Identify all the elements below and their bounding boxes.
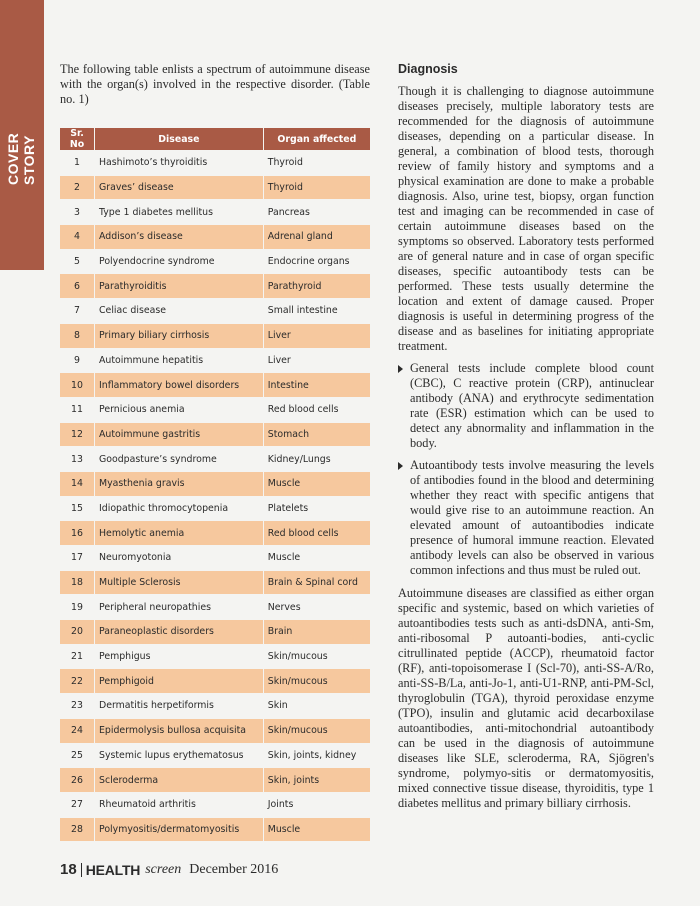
cell-sr-no: 7 xyxy=(60,299,95,324)
table-row xyxy=(60,225,370,250)
cell-sr-no: 19 xyxy=(60,595,95,620)
cell-organ: Liver xyxy=(263,348,370,373)
cell-disease: Autoimmune hepatitis xyxy=(95,348,264,373)
table-row xyxy=(60,669,370,694)
cell-sr-no: 4 xyxy=(60,225,95,250)
triangle-bullet-icon xyxy=(398,365,403,373)
cell-sr-no: 10 xyxy=(60,373,95,398)
cell-organ: Muscle xyxy=(263,546,370,571)
bullet-item xyxy=(398,458,654,578)
cell-sr-no: 16 xyxy=(60,521,95,546)
table-row xyxy=(60,274,370,299)
classification-paragraph: Autoimmune diseases are classified as either organ specific and systemic, based on which varieties of autoantibodies tests such as anti-dsDNA, anti-Sm, anti-ribosomal P autoanti-bodies, anti-cyclic citrullinated peptide (ACCP), rheumatoid factor (RF), anti-topoisomerase I (Scl-70), anti-SS-A/Ro, anti-SS-B/La, anti-Jo-1, anti-U1-RNP, anti-PM-Scl, thyroglobulin (TGA), thyroid peroxidase enzyme (TPO), insulin and glutamic acid decarboxilase autoantibodies, anti-mitochondrial autoantibody can be used in the diagnosis of autoimmune diseases like SLE, scleroderma, RA, Sjögren's syndrome, polymyo-sitis or dermatomyositis, mixed connective tissue disease, thyroiditis, type 1 diabetes mellitus and primary billiary cirrhosis. xyxy=(398,586,654,810)
cell-disease: Dermatitis herpetiformis xyxy=(95,694,264,719)
cell-sr-no: 23 xyxy=(60,694,95,719)
cell-organ: Red blood cells xyxy=(263,397,370,422)
cell-sr-no: 2 xyxy=(60,175,95,200)
header-sr-no: Sr. No xyxy=(60,128,95,151)
table-intro: The following table enlists a spectrum of autoimmune disease with the organ(s) involved in the respective disorder. (Table no. 1) xyxy=(60,62,370,106)
cell-sr-no: 14 xyxy=(60,471,95,496)
cell-organ: Kidney/Lungs xyxy=(263,447,370,472)
cell-sr-no: 3 xyxy=(60,200,95,225)
table-body xyxy=(60,151,370,842)
cell-disease: Graves’ disease xyxy=(95,175,264,200)
footer-divider xyxy=(81,863,82,877)
table-row xyxy=(60,200,370,225)
cell-organ: Joints xyxy=(263,792,370,817)
page-footer xyxy=(60,861,278,878)
cell-organ: Platelets xyxy=(263,496,370,521)
bullet-item xyxy=(398,361,654,451)
table-row xyxy=(60,422,370,447)
cell-disease: Goodpasture’s syndrome xyxy=(95,447,264,472)
cell-disease: Parathyroiditis xyxy=(95,274,264,299)
disease-table xyxy=(60,128,370,841)
table-row xyxy=(60,249,370,274)
cell-organ: Small intestine xyxy=(263,299,370,324)
cell-sr-no: 1 xyxy=(60,151,95,176)
table-row xyxy=(60,694,370,719)
table-row xyxy=(60,151,370,176)
right-column xyxy=(398,62,654,811)
cell-sr-no: 5 xyxy=(60,249,95,274)
table-row xyxy=(60,373,370,398)
cell-organ: Stomach xyxy=(263,422,370,447)
cell-organ: Skin/mucous xyxy=(263,669,370,694)
cell-sr-no: 9 xyxy=(60,348,95,373)
table-header-row xyxy=(60,128,370,151)
cell-disease: Myasthenia gravis xyxy=(95,471,264,496)
cell-disease: Primary biliary cirrhosis xyxy=(95,323,264,348)
cell-sr-no: 20 xyxy=(60,620,95,645)
cell-sr-no: 24 xyxy=(60,718,95,743)
table-row xyxy=(60,546,370,571)
table-row xyxy=(60,521,370,546)
cell-organ: Brain xyxy=(263,620,370,645)
cell-disease: Pemphigoid xyxy=(95,669,264,694)
cell-organ: Endocrine organs xyxy=(263,249,370,274)
table-row xyxy=(60,817,370,841)
table-row xyxy=(60,299,370,324)
cell-organ: Muscle xyxy=(263,817,370,841)
cell-disease: Multiple Sclerosis xyxy=(95,570,264,595)
cell-disease: Polymyositis/dermatomyositis xyxy=(95,817,264,841)
table-row xyxy=(60,595,370,620)
issue-date: December 2016 xyxy=(189,861,279,877)
table-row xyxy=(60,397,370,422)
magazine-name-italic: screen xyxy=(145,861,182,877)
section-heading: Diagnosis xyxy=(398,62,458,76)
cell-organ: Thyroid xyxy=(263,175,370,200)
cell-organ: Parathyroid xyxy=(263,274,370,299)
table-row xyxy=(60,348,370,373)
cell-organ: Muscle xyxy=(263,471,370,496)
cell-organ: Adrenal gland xyxy=(263,225,370,250)
cell-sr-no: 8 xyxy=(60,323,95,348)
table-row xyxy=(60,792,370,817)
triangle-bullet-icon xyxy=(398,462,403,470)
diagnosis-paragraph: Though it is challenging to diagnose autoimmune diseases precisely, multiple laboratory tests are recommended for the diagnosis of autoimmune diseases, depending on a particular disease. In general, a combination of blood tests, thorough review of family history and symptoms and a physical examination are done to make a probable diagnosis. Also, urine test, biopsy, organ function test and imaging can be recommended in case of certain autoimmune diseases based on the symptoms so observed. Laboratory tests performed are of general nature and in case of organ specific diseases, specific autoantibody tests can be performed. These tests usually determine the location and extent of damage caused. Proper diagnosis is useful in determining progress of the disease and as baselines for initiating appropriate treatment. xyxy=(398,84,654,353)
cell-disease: Scleroderma xyxy=(95,768,264,793)
cell-organ: Skin xyxy=(263,694,370,719)
cell-sr-no: 26 xyxy=(60,768,95,793)
cell-organ: Brain & Spinal cord xyxy=(263,570,370,595)
cell-sr-no: 27 xyxy=(60,792,95,817)
page-number: 18 xyxy=(60,861,77,878)
cell-organ: Skin, joints, kidney xyxy=(263,743,370,768)
bullet-text: Autoantibody tests involve measuring the levels of antibodies found in the blood and determining whether they react with specific antigens that would give rise to an autoimmune reaction. An elevated amount of autoantibodies indicate presence of humoral immune reaction. Elevated antibody levels can also be observed in various common infections and thus must be ruled out. xyxy=(410,458,654,577)
table-row xyxy=(60,570,370,595)
cell-sr-no: 6 xyxy=(60,274,95,299)
table-row xyxy=(60,718,370,743)
cell-disease: Polyendocrine syndrome xyxy=(95,249,264,274)
cell-sr-no: 15 xyxy=(60,496,95,521)
table-row xyxy=(60,620,370,645)
section-label: COVER STORY xyxy=(5,132,37,185)
cell-sr-no: 22 xyxy=(60,669,95,694)
cell-disease: Rheumatoid arthritis xyxy=(95,792,264,817)
cell-organ: Skin, joints xyxy=(263,768,370,793)
cell-disease: Inflammatory bowel disorders xyxy=(95,373,264,398)
table-row xyxy=(60,447,370,472)
cell-sr-no: 11 xyxy=(60,397,95,422)
table-row xyxy=(60,743,370,768)
header-organ: Organ affected xyxy=(263,128,370,151)
cell-organ: Skin/mucous xyxy=(263,718,370,743)
cell-sr-no: 18 xyxy=(60,570,95,595)
cell-disease: Neuromyotonia xyxy=(95,546,264,571)
cell-disease: Idiopathic thromocytopenia xyxy=(95,496,264,521)
cell-organ: Thyroid xyxy=(263,151,370,176)
cell-sr-no: 28 xyxy=(60,817,95,841)
cell-organ: Nerves xyxy=(263,595,370,620)
section-band-notch xyxy=(0,230,44,270)
cell-sr-no: 12 xyxy=(60,422,95,447)
cell-sr-no: 13 xyxy=(60,447,95,472)
cell-organ: Pancreas xyxy=(263,200,370,225)
cell-disease: Hashimoto’s thyroiditis xyxy=(95,151,264,176)
cell-disease: Paraneoplastic disorders xyxy=(95,620,264,645)
cell-sr-no: 25 xyxy=(60,743,95,768)
magazine-name-bold: HEALTH xyxy=(85,861,141,878)
header-disease: Disease xyxy=(95,128,264,151)
cell-disease: Type 1 diabetes mellitus xyxy=(95,200,264,225)
table-row xyxy=(60,768,370,793)
bullet-text: General tests include complete blood count (CBC), C reactive protein (CRP), antinuclear antibody (ANA) and erythrocyte sedimentation rate (ESR) estimation which can be used to detect any abnormality and inflammation in the body. xyxy=(410,361,654,450)
cell-disease: Celiac disease xyxy=(95,299,264,324)
cell-disease: Pemphigus xyxy=(95,644,264,669)
table-row xyxy=(60,175,370,200)
cell-sr-no: 21 xyxy=(60,644,95,669)
cell-disease: Autoimmune gastritis xyxy=(95,422,264,447)
cell-disease: Pernicious anemia xyxy=(95,397,264,422)
cell-disease: Addison’s disease xyxy=(95,225,264,250)
cell-disease: Epidermolysis bullosa acquisita xyxy=(95,718,264,743)
table-row xyxy=(60,644,370,669)
cell-organ: Liver xyxy=(263,323,370,348)
cell-disease: Systemic lupus erythematosus xyxy=(95,743,264,768)
cell-disease: Hemolytic anemia xyxy=(95,521,264,546)
cell-sr-no: 17 xyxy=(60,546,95,571)
cell-organ: Red blood cells xyxy=(263,521,370,546)
table-row xyxy=(60,471,370,496)
table-row xyxy=(60,496,370,521)
table-row xyxy=(60,323,370,348)
cell-organ: Skin/mucous xyxy=(263,644,370,669)
left-column xyxy=(60,62,370,107)
cell-disease: Peripheral neuropathies xyxy=(95,595,264,620)
cell-organ: Intestine xyxy=(263,373,370,398)
